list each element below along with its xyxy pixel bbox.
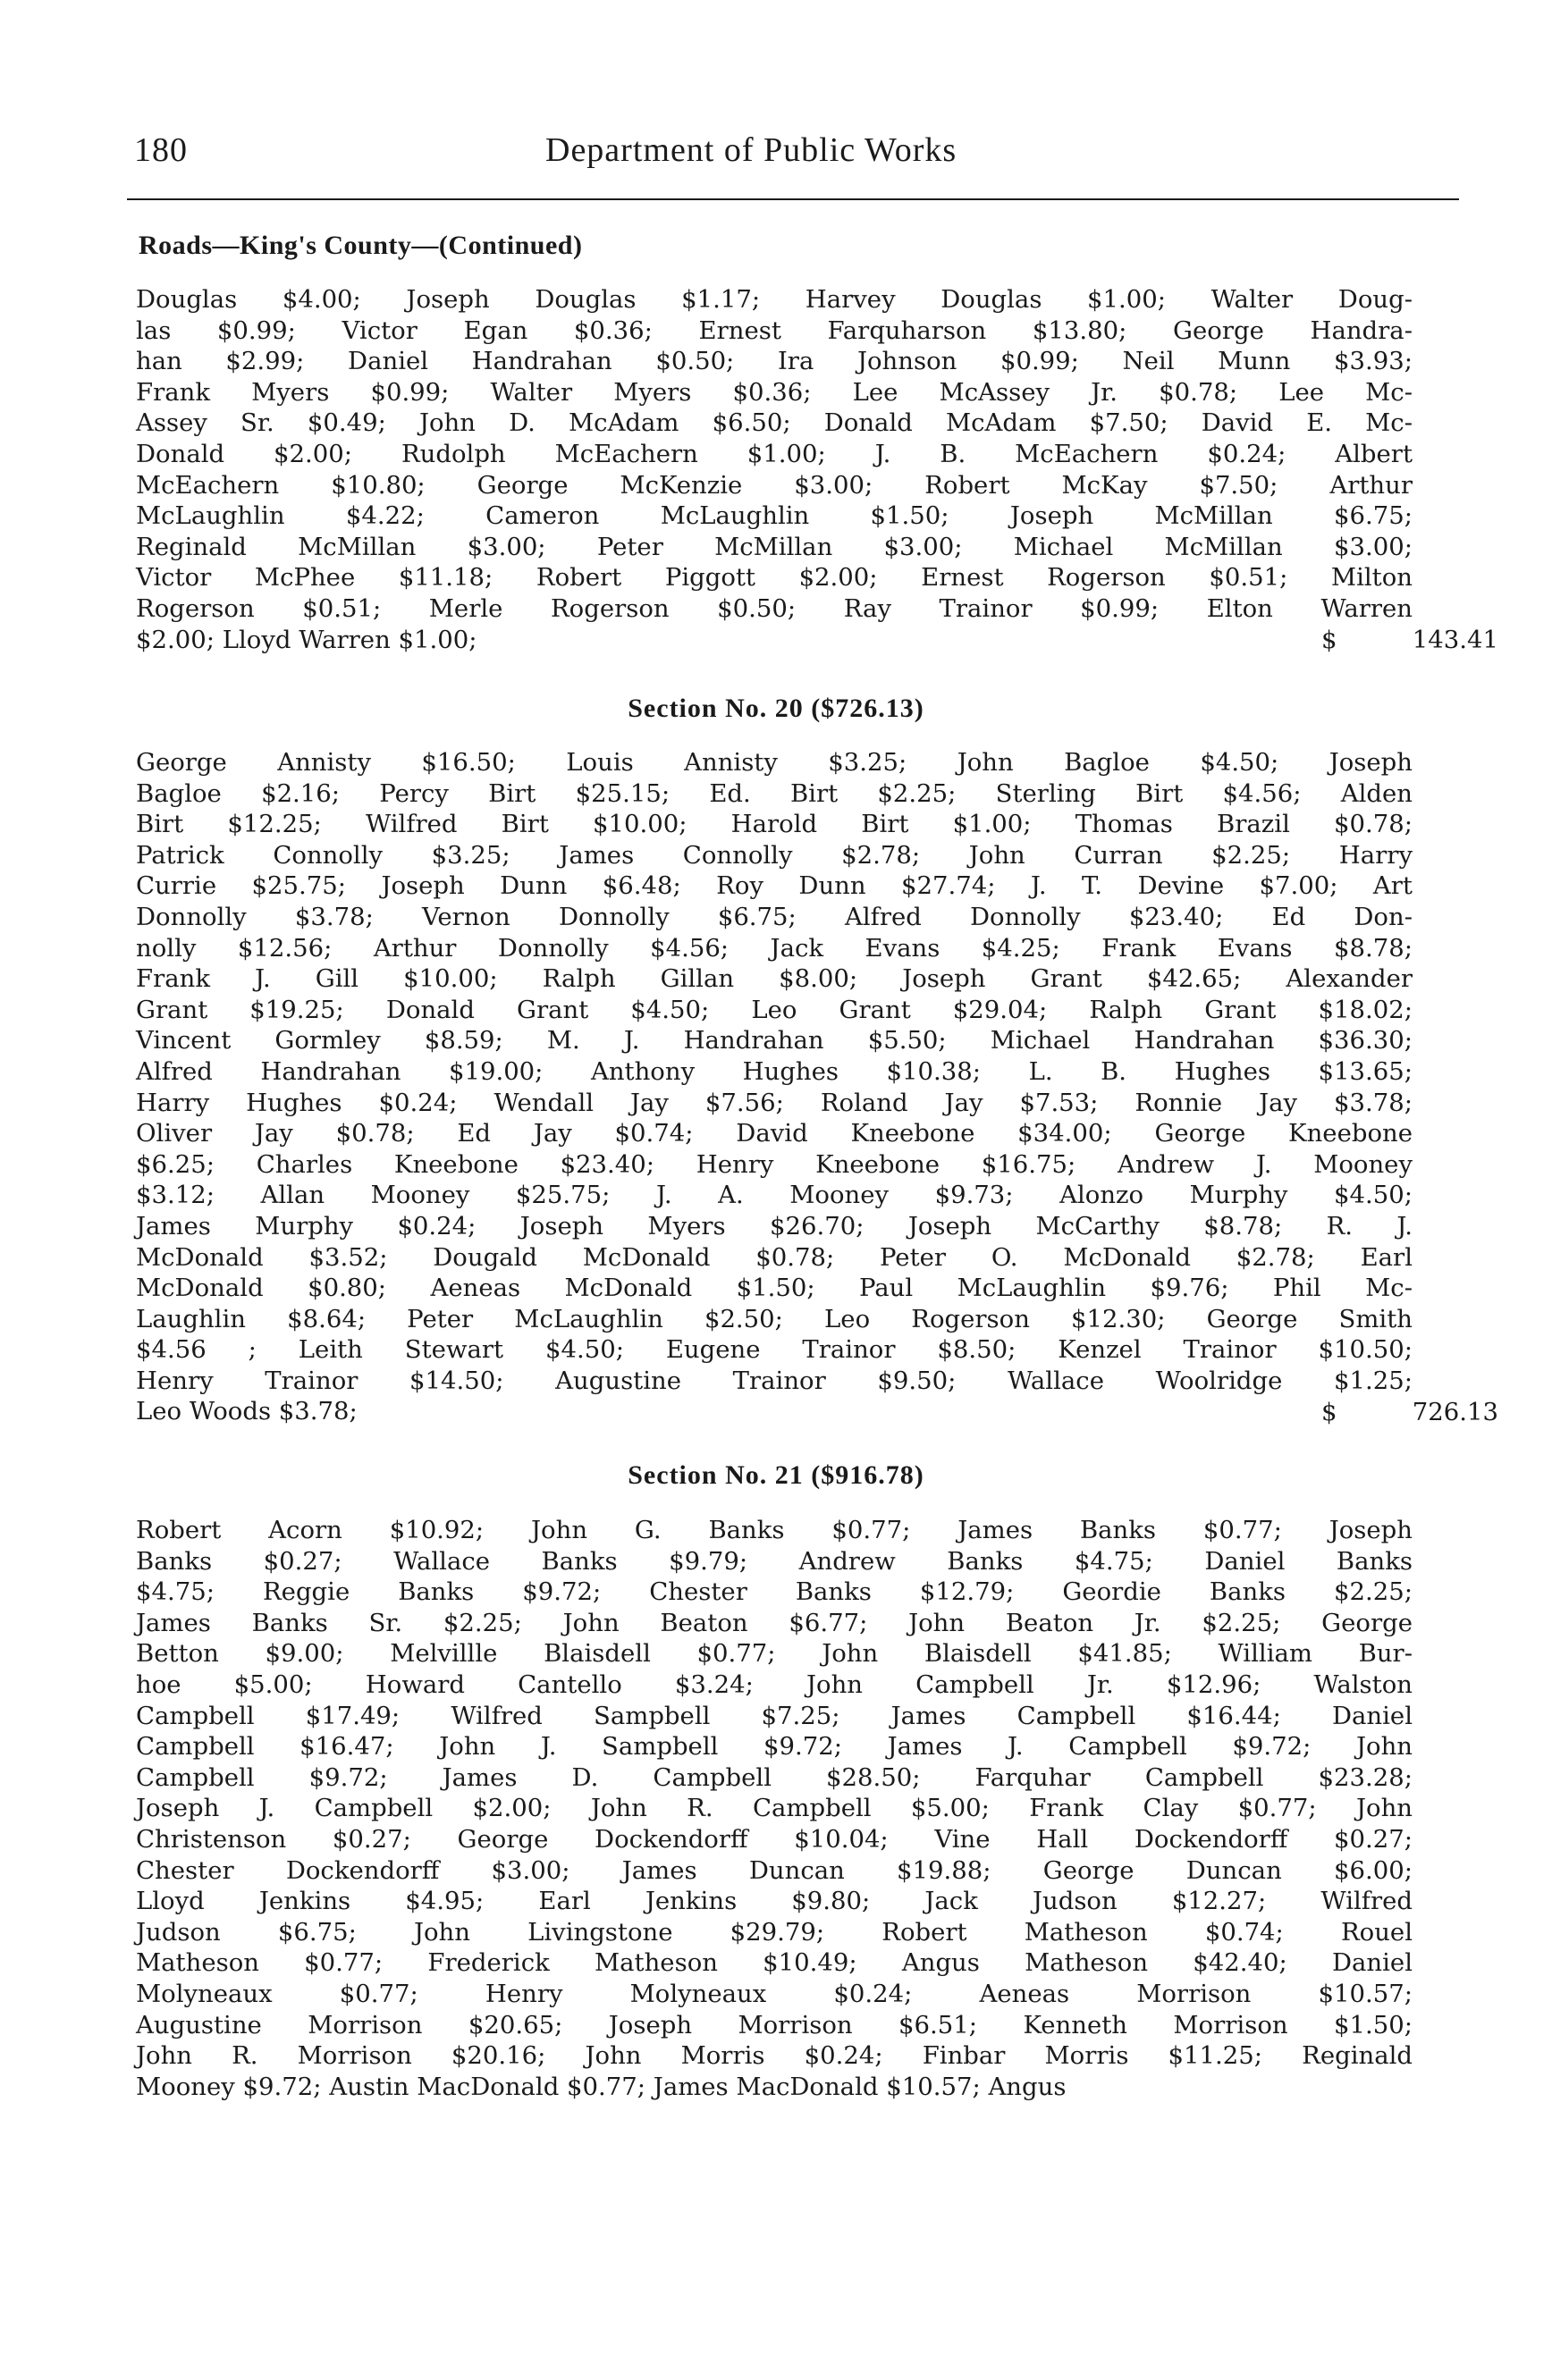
text-line: Mooney $9.72; Austin MacDonald $0.77; James MacDonald $10.57; Angus <box>136 2072 1067 2101</box>
text-line: Vincent Gormley $8.59; M. J. Handrahan $5.50; Michael Handrahan $36.30; <box>136 1026 1413 1055</box>
text-line: Henry Trainor $14.50; Augustine Trainor $9.50; Wallace Woolridge $1.25; <box>136 1366 1413 1395</box>
text-line: Grant $19.25; Donald Grant $4.50; Leo Grant $29.04; Ralph Grant $18.02; <box>136 995 1413 1024</box>
running-header <box>127 125 1459 179</box>
text-line: Robert Acorn $10.92; John G. Banks $0.77; James Banks $0.77; Joseph <box>136 1516 1413 1544</box>
running-title: Department of Public Works <box>545 131 957 169</box>
text-line: $4.56 ; Leith Stewart $4.50; Eugene Trainor $8.50; Kenzel Trainor $10.50; <box>136 1335 1413 1365</box>
text-line: Frank Myers $0.99; Walter Myers $0.36; Lee McAssey Jr. $0.78; Lee Mc- <box>136 377 1413 407</box>
text-line: Patrick Connolly $3.25; James Connolly $2.78; John Curran $2.25; Harry <box>136 840 1413 870</box>
header-rule <box>127 198 1459 200</box>
text-line: han $2.99; Daniel Handrahan $0.50; Ira Johnson $0.99; Neil Munn $3.93; <box>136 347 1413 376</box>
text-line: James Murphy $0.24; Joseph Myers $26.70; Joseph McCarthy $8.78; R. J. <box>136 1211 1413 1240</box>
text-line: Chester Dockendorff $3.00; James Duncan $19.88; George Duncan $6.00; <box>136 1855 1413 1885</box>
subtotal-currency: $ <box>1321 1398 1337 1426</box>
text-line: Banks $0.27; Wallace Banks $9.79; Andrew Banks $4.75; Daniel Banks <box>136 1546 1413 1576</box>
text-line: McLaughlin $4.22; Cameron McLaughlin $1.50; Joseph McMillan $6.75; <box>136 501 1413 531</box>
text-line: $3.12; Allan Mooney $25.75; J. A. Mooney $9.73; Alonzo Murphy $4.50; <box>136 1181 1413 1210</box>
text-line: Victor McPhee $11.18; Robert Piggott $2.00; Ernest Rogerson $0.51; Milton <box>136 563 1413 593</box>
text-line: Christenson $0.27; George Dockendorff $10.04; Vine Hall Dockendorff $0.27; <box>136 1824 1413 1854</box>
text-line: Reginald McMillan $3.00; Peter McMillan $3.00; Michael McMillan $3.00; <box>136 532 1413 561</box>
subtotal-amount: 726.13 <box>1412 1398 1498 1426</box>
text-line: Molyneaux $0.77; Henry Molyneaux $0.24; Aeneas Morrison $10.57; <box>136 1979 1413 2008</box>
text-line: las $0.99; Victor Egan $0.36; Ernest Farquharson $13.80; George Handra- <box>136 315 1413 345</box>
text-line: Betton $9.00; Melvillle Blaisdell $0.77; John Blaisdell $41.85; William Bur- <box>136 1639 1413 1669</box>
text-line: George Annisty $16.50; Louis Annisty $3.25; John Bagloe $4.50; Joseph <box>136 748 1413 777</box>
page-number: 180 <box>134 131 188 169</box>
text-line: Currie $25.75; Joseph Dunn $6.48; Roy Dunn $27.74; J. T. Devine $7.00; Art <box>136 871 1413 901</box>
text-line: Bagloe $2.16; Percy Birt $25.15; Ed. Birt $2.25; Sterling Birt $4.56; Alden <box>136 778 1413 808</box>
section-20-paragraph <box>136 747 1413 1427</box>
continued-paragraph <box>136 284 1413 655</box>
text-line: Augustine Morrison $20.65; Joseph Morrison $6.51; Kenneth Morrison $1.50; <box>136 2010 1413 2039</box>
text-line: Judson $6.75; John Livingstone $29.79; Robert Matheson $0.74; Rouel <box>136 1917 1413 1947</box>
text-line: Oliver Jay $0.78; Ed Jay $0.74; David Kneebone $34.00; George Kneebone <box>136 1119 1413 1148</box>
text-line: Alfred Handrahan $19.00; Anthony Hughes $10.38; L. B. Hughes $13.65; <box>136 1056 1413 1086</box>
text-line: nolly $12.56; Arthur Donnolly $4.56; Jack Evans $4.25; Frank Evans $8.78; <box>136 933 1413 963</box>
subtotal-amount: 143.41 <box>1412 626 1498 654</box>
subtotal-currency: $ <box>1321 626 1337 654</box>
section-heading-20: Section No. 20 ($726.13) <box>628 694 924 723</box>
section-21-paragraph <box>136 1515 1413 2102</box>
text-line: Campbell $9.72; James D. Campbell $28.50; Farquhar Campbell $23.28; <box>136 1762 1413 1792</box>
text-line: Assey Sr. $0.49; John D. McAdam $6.50; Donald McAdam $7.50; David E. Mc- <box>136 408 1413 438</box>
text-line: McDonald $0.80; Aeneas McDonald $1.50; Paul McLaughlin $9.76; Phil Mc- <box>136 1274 1413 1303</box>
text-line: $6.25; Charles Kneebone $23.40; Henry Kneebone $16.75; Andrew J. Mooney <box>136 1149 1413 1179</box>
text-line: McDonald $3.52; Dougald McDonald $0.78; Peter O. McDonald $2.78; Earl <box>136 1242 1413 1272</box>
text-line: Douglas $4.00; Joseph Douglas $1.17; Harvey Douglas $1.00; Walter Doug- <box>136 285 1413 314</box>
continued-subtotal <box>1321 625 1498 656</box>
text-line: Campbell $17.49; Wilfred Sampbell $7.25; James Campbell $16.44; Daniel <box>136 1701 1413 1730</box>
section-heading-21: Section No. 21 ($916.78) <box>628 1460 924 1490</box>
continued-heading: Roads—King's County—(Continued) <box>139 231 583 260</box>
text-line: Birt $12.25; Wilfred Birt $10.00; Harold Birt $1.00; Thomas Brazil $0.78; <box>136 810 1413 839</box>
text-line: Campbell $16.47; John J. Sampbell $9.72; James J. Campbell $9.72; John <box>136 1732 1413 1762</box>
text-line: John R. Morrison $20.16; John Morris $0.24; Finbar Morris $11.25; Reginald <box>136 2041 1413 2071</box>
section-20-subtotal <box>1321 1397 1498 1428</box>
text-line: McEachern $10.80; George McKenzie $3.00; Robert McKay $7.50; Arthur <box>136 470 1413 500</box>
text-line: Joseph J. Campbell $2.00; John R. Campbell $5.00; Frank Clay $0.77; John <box>136 1794 1413 1823</box>
text-line: hoe $5.00; Howard Cantello $3.24; John Campbell Jr. $12.96; Walston <box>136 1669 1413 1699</box>
text-line: $2.00; Lloyd Warren $1.00; <box>136 625 477 654</box>
text-line: James Banks Sr. $2.25; John Beaton $6.77; John Beaton Jr. $2.25; George <box>136 1608 1413 1637</box>
text-line: Matheson $0.77; Frederick Matheson $10.49; Angus Matheson $42.40; Daniel <box>136 1948 1413 1978</box>
text-line: Rogerson $0.51; Merle Rogerson $0.50; Ray Trainor $0.99; Elton Warren <box>136 593 1413 623</box>
text-line: Donnolly $3.78; Vernon Donnolly $6.75; Alfred Donnolly $23.40; Ed Don- <box>136 902 1413 931</box>
text-line: Donald $2.00; Rudolph McEachern $1.00; J. B. McEachern $0.24; Albert <box>136 439 1413 468</box>
text-line: Frank J. Gill $10.00; Ralph Gillan $8.00; Joseph Grant $42.65; Alexander <box>136 964 1413 994</box>
text-line: Harry Hughes $0.24; Wendall Jay $7.56; Roland Jay $7.53; Ronnie Jay $3.78; <box>136 1088 1413 1117</box>
text-line: $4.75; Reggie Banks $9.72; Chester Banks $12.79; Geordie Banks $2.25; <box>136 1577 1413 1607</box>
text-line: Leo Woods $3.78; <box>136 1397 358 1426</box>
text-line: Laughlin $8.64; Peter McLaughlin $2.50; Leo Rogerson $12.30; George Smith <box>136 1304 1413 1333</box>
text-line: Lloyd Jenkins $4.95; Earl Jenkins $9.80; Jack Judson $12.27; Wilfred <box>136 1887 1413 1916</box>
